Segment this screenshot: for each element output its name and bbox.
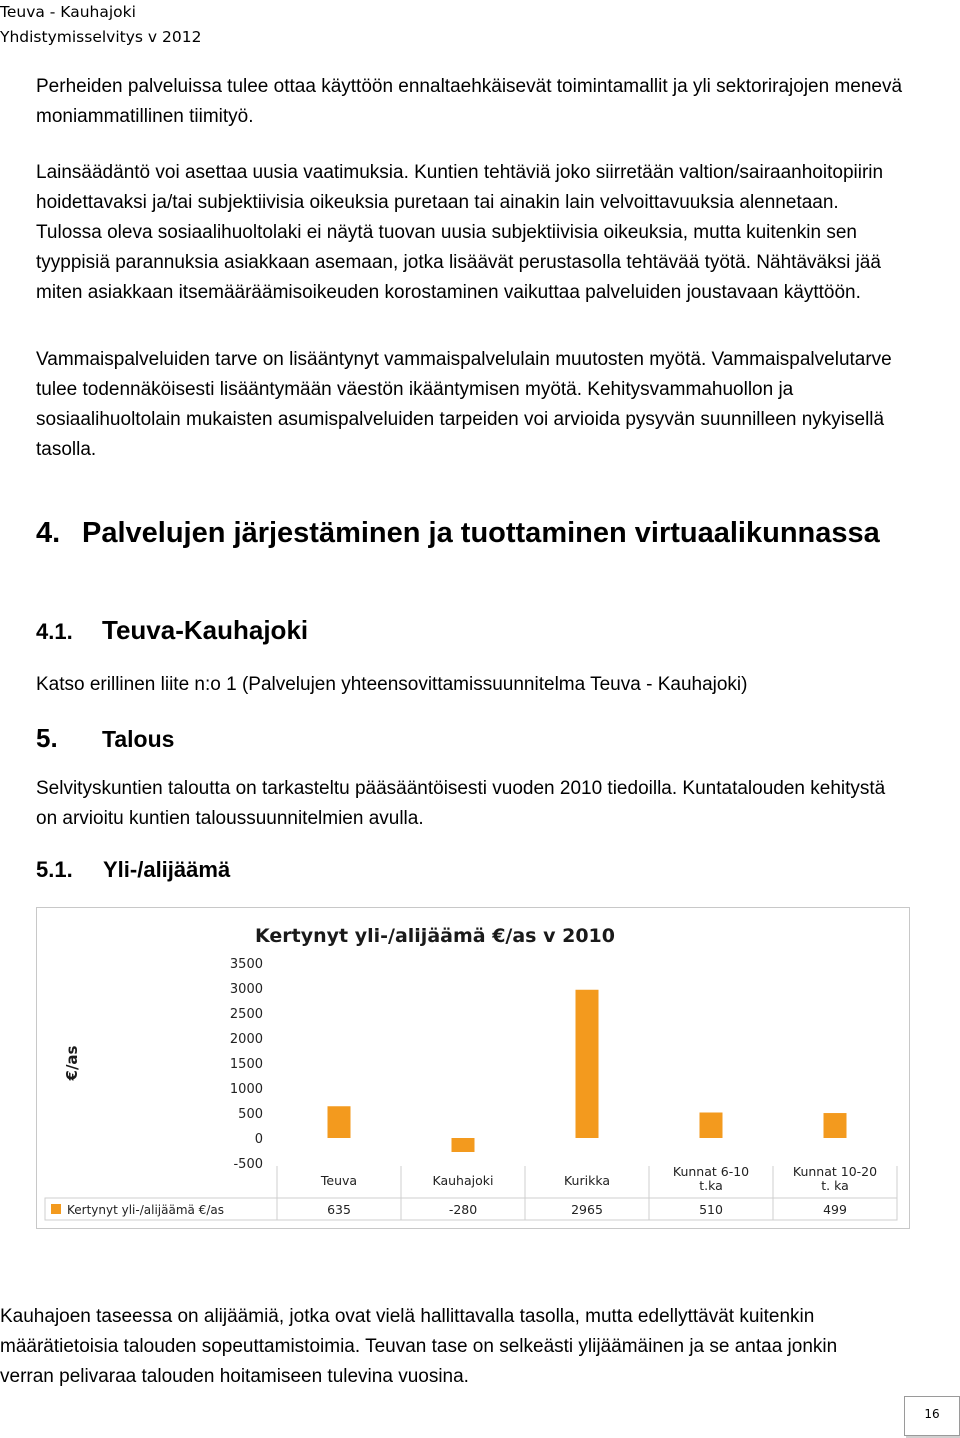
category-label: t.ka [699, 1178, 723, 1193]
section-number: 4. [36, 517, 61, 549]
paragraph-balance-sheet: Kauhajoen taseessa on alijäämiä, jotka ovat vielä hallittavalla tasolla, mutta edellyttävät kuitenkin määrätietoisia talouden sopeuttamistoimia. Teuvan tase on selkeästi ylijäämäinen ja se antaa jonkin verran pelivaraa talouden hoitamiseen tulevina vuosina. [0, 1306, 838, 1387]
category-label: Kurikka [563, 1173, 611, 1188]
category-label: t. ka [821, 1178, 849, 1193]
header-title: Teuva - Kauhajoki [0, 3, 136, 21]
section-heading-4-1 [36, 613, 308, 649]
surplus-deficit-chart [36, 907, 910, 1229]
legend-label: Kertynyt yli-/alijäämä €/as [67, 1203, 224, 1217]
category-label: Kunnat 6-10 [672, 1164, 750, 1179]
paragraph-legislation: Lainsäädäntö voi asettaa uusia vaatimuksia. Kuntien tehtäviä joko siirretään valtion/sairaanhoitopiirin hoidettavaksi ja/tai subjektiivisia oikeuksia puretaan tai ainakin lain velvoittavuuksia alennetaan. Tulossa oleva sosiaalihuoltolaki ei näytä tuovan uusia subjektiivisia oikeuksia, mutta kuitenkin sen tyyppisiä parannuksia asiakkaan asemaan, jotka lisäävät perustasolla tehtävää työtä. Nähtäväksi jää miten asiakkaan itsemääräämisoikeuden korostaminen vaikuttaa palveluiden joustavaan käyttöön. [36, 162, 884, 303]
section-number: 4.1. [36, 619, 73, 644]
section-title: Teuva-Kauhajoki [102, 615, 309, 645]
y-tick-label: 0 [254, 1132, 263, 1147]
bar [700, 1113, 723, 1139]
section-title: Talous [102, 726, 175, 752]
legend-swatch [51, 1204, 61, 1214]
section-title: Palvelujen järjestäminen ja tuottaminen virtuaalikunnassa [82, 517, 880, 549]
bar [328, 1106, 351, 1138]
y-tick-label: -500 [233, 1157, 263, 1172]
y-tick-label: 2000 [229, 1032, 263, 1047]
paragraph-economy: Selvityskuntien taloutta on tarkasteltu pääsääntöisesti vuoden 2010 tiedoilla. Kuntatalouden kehitystä on arvioitu kuntien taloussuunnitelmien avulla. [36, 778, 886, 829]
y-axis-label: €/as [63, 1045, 81, 1081]
data-table-value: 499 [823, 1202, 847, 1217]
section-number: 5. [36, 723, 58, 753]
section-heading-4 [36, 513, 906, 553]
paragraph-disability-services: Vammaispalveluiden tarve on lisääntynyt vammaispalvelulain muutosten myötä. Vammaispalvelutarve tulee todennäköisesti lisääntymään väestön ikääntymisen myötä. Kehitysvammahuollon ja sosiaalihuoltolain mukaisten asumispalveluiden tarpeiden voi arvioida pysyvän suunnilleen nykyisellä tasolla. [36, 349, 892, 460]
section-heading-5-1 [36, 855, 230, 885]
header-subtitle: Yhdistymisselvitys v 2012 [0, 28, 202, 46]
y-tick-label: 3000 [229, 982, 263, 997]
category-label: Kunnat 10-20 [792, 1164, 878, 1179]
data-table-value: 510 [699, 1202, 723, 1217]
y-tick-label: 500 [238, 1107, 263, 1122]
category-label: Teuva [320, 1173, 358, 1188]
section-heading-5 [36, 721, 174, 756]
section-number: 5.1. [36, 857, 73, 882]
chart-title: Kertynyt yli-/alijäämä €/as v 2010 [255, 925, 615, 947]
y-tick-label: 1500 [229, 1057, 263, 1072]
running-header [0, 0, 201, 50]
bar [824, 1113, 847, 1138]
bar [576, 990, 599, 1138]
page-number: 16 [924, 1407, 940, 1421]
chart-canvas [37, 908, 909, 1228]
paragraph-family-services: Perheiden palveluissa tulee ottaa käyttöön ennaltaehkäisevät toimintamallit ja yli sektorirajojen menevä moniammatillinen tiimityö. [36, 76, 903, 127]
category-label: Kauhajoki [432, 1173, 494, 1188]
page-number-box [904, 1396, 960, 1436]
y-tick-label: 3500 [229, 957, 263, 972]
data-table-value: -280 [448, 1202, 478, 1217]
paragraph-appendix-reference: Katso erillinen liite n:o 1 (Palvelujen yhteensovittamissuunnitelma Teuva - Kauhajoki) [36, 674, 748, 695]
y-tick-label: 2500 [229, 1007, 263, 1022]
data-table-value: 635 [327, 1202, 351, 1217]
data-table-value: 2965 [571, 1202, 603, 1217]
y-tick-label: 1000 [229, 1082, 263, 1097]
bar [452, 1138, 475, 1152]
section-title: Yli-/alijäämä [103, 857, 231, 882]
